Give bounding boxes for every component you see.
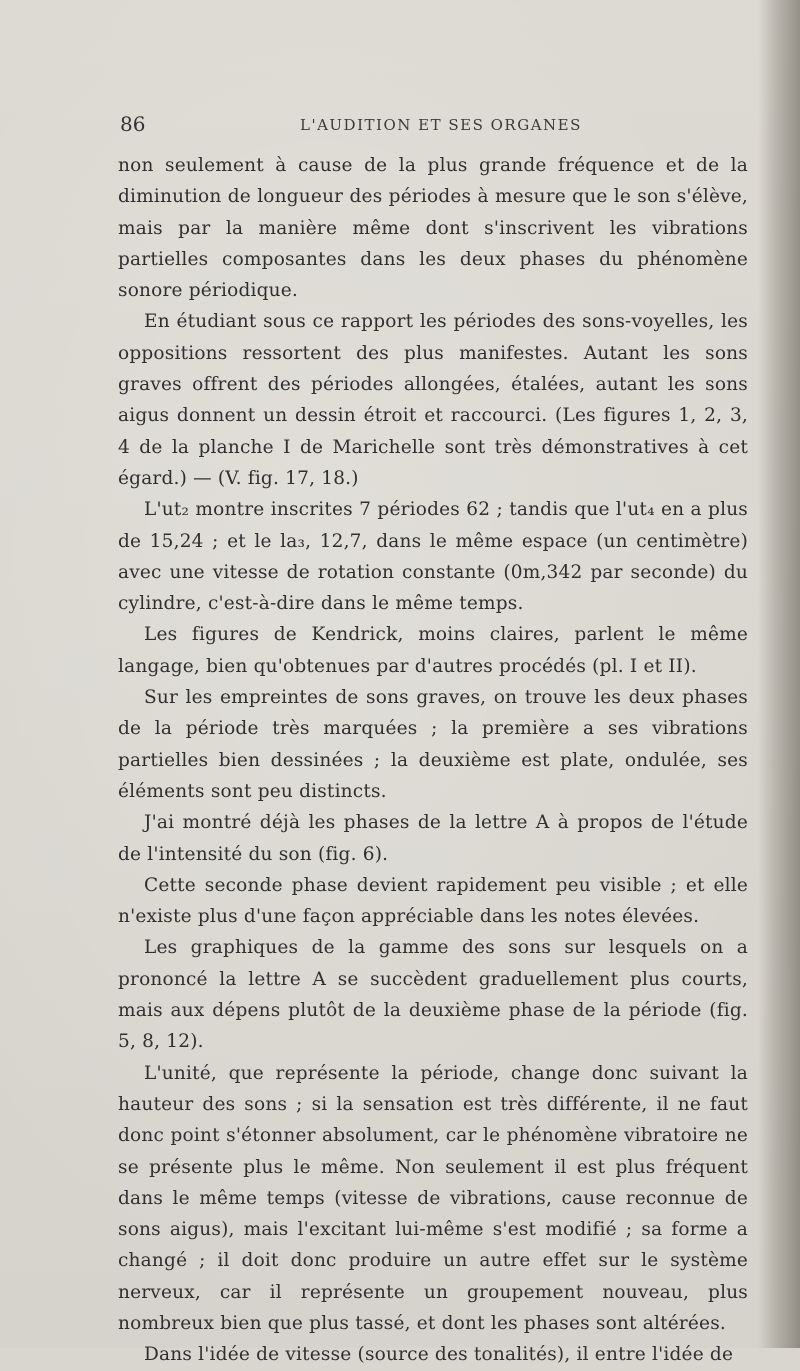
paragraph-9: L'unité, que représente la période, change donc suivant la hauteur des sons ; si la sensation est très différente, il ne faut donc point s'étonner absolument, car le phénomène vibratoire ne se présente plus le même. Non seulement il est plus fréquent dans le même temps (vitesse de vibrations, cause reconnue de sons aigus), mais l'excitant lui-même s'est modifié ; sa forme a changé ; il doit donc produire un autre effet sur le système nerveux, car il représente un groupement nouveau, plus nombreux bien que plus tassé, et dont les phases sont altérées. — [118, 1062, 748, 1334]
paragraph-5: Sur les empreintes de sons graves, on trouve les deux phases de la période très marquées ; la première a ses vibrations partielles bien dessinées ; la deuxième est plate, ondulée, ses éléments sont peu distincts. — [118, 687, 748, 802]
page-edge-shadow — [758, 0, 800, 1348]
paragraph-6: J'ai montré déjà les phases de la lettre A à propos de l'étude de l'intensité du son (fig. 6). — [118, 812, 748, 865]
page-number: 86 — [120, 112, 146, 136]
paragraph-8: Les graphiques de la gamme des sons sur lesquels on a prononcé la lettre A se succèdent graduellement plus courts, mais aux dépens plutôt de la deuxième phase de la période (fig. 5, 8, 12). — [118, 937, 748, 1053]
paragraph-3: L'ut₂ montre inscrites 7 périodes 62 ; tandis que l'ut₄ en a plus de 15,24 ; et le la₃, 12,7, dans le même espace (un centimètre) avec une vitesse de rotation constante (0m,342 par seconde) du cylindre, c'est-à-dire dans le même temps. — [118, 499, 748, 615]
paragraph-1: non seulement à cause de la plus grande fréquence et de la diminution de longueur des périodes à mesure que le son s'élève, mais par la manière même dont s'inscrivent les vibrations partielles composantes dans les deux phases du phénomène sonore périodique. — [118, 155, 748, 302]
paragraph-10: Dans l'idée de vitesse (source des tonalités), il entre l'idée de — [144, 1344, 734, 1366]
paragraph-4: Les figures de Kendrick, moins claires, parlent le même langage, bien qu'obtenues par d'autres procédés (pl. I et II). — [118, 624, 748, 677]
paragraph-7: Cette seconde phase devient rapidement peu visible ; et elle n'existe plus d'une façon appréciable dans les notes élevées. — [118, 874, 748, 928]
running-head: L'AUDITION ET SES ORGANES — [300, 116, 582, 134]
paragraph-2: En étudiant sous ce rapport les périodes des sons-voyelles, les oppositions ressortent des plus manifestes. Autant les sons graves offrent des périodes allongées, étalées, autant les sons aigus donnent un dessin étroit et raccourci. (Les figures 1, 2, 3, 4 de la planche I de Marichelle sont très démonstratives à cet égard.) — (V. fig. 17, 18.) — [118, 311, 748, 489]
body-text — [118, 150, 748, 1371]
page-header — [120, 112, 740, 142]
